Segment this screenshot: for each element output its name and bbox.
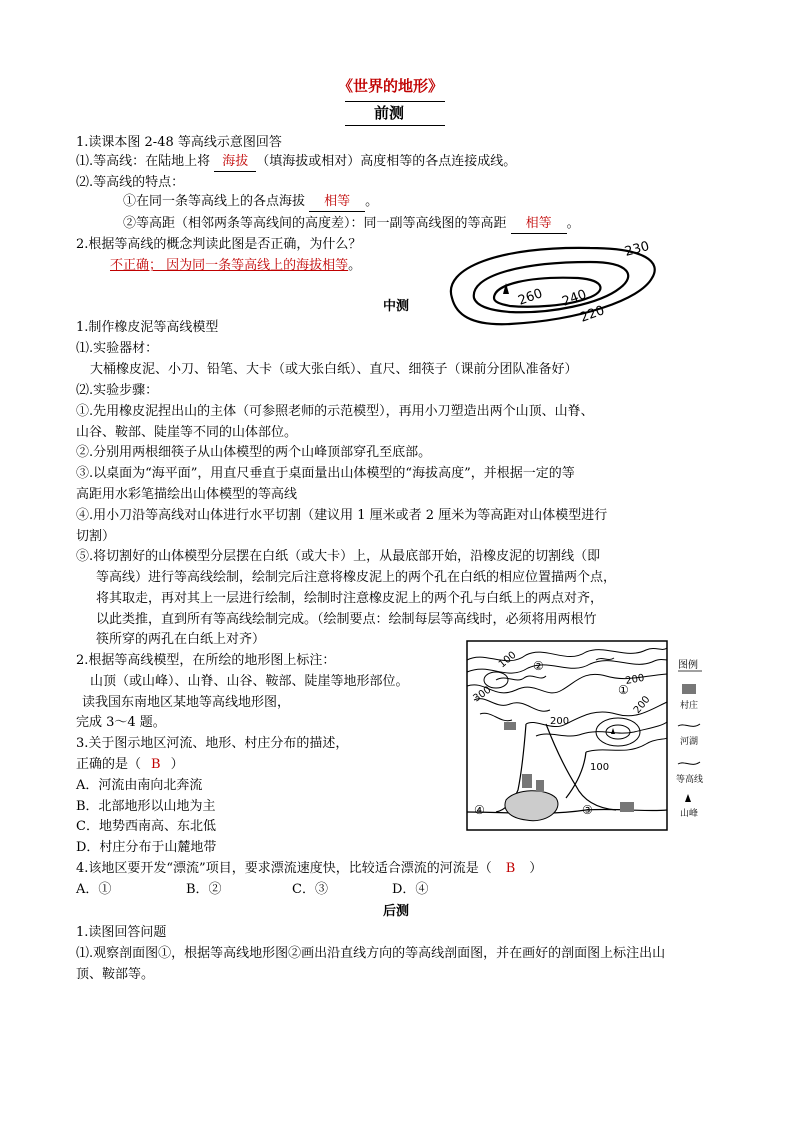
mid-step3b: 高距用水彩笔描绘出山体模型的等高线 xyxy=(76,487,298,502)
answer-blank: 相等 xyxy=(309,193,365,212)
map-label: ④ xyxy=(474,803,485,817)
answer-mark: B xyxy=(505,861,516,876)
title-underline xyxy=(345,101,445,102)
q4-option-a: A．① xyxy=(76,882,112,897)
contour-label: 220 xyxy=(578,303,607,326)
village-icon xyxy=(620,802,634,812)
legend-contour-icon xyxy=(678,762,700,764)
pre-q1: 1.读课本图 2-48 等高线示意图回答 xyxy=(76,135,282,150)
answer-blank: 海拔 xyxy=(214,153,256,172)
mid-q2: 2.根据等高线模型，在所绘的地形图上标注： xyxy=(76,653,336,668)
contour-diagram xyxy=(440,238,670,334)
map-label: ① xyxy=(618,683,629,697)
option-b: B．北部地形以山地为主 xyxy=(76,799,216,814)
section-post-heading: 后测 xyxy=(383,904,410,919)
map-label: ② xyxy=(533,659,544,673)
legend-village-icon xyxy=(682,684,696,694)
legend-village: 村庄 xyxy=(680,701,699,711)
contour-label: 240 xyxy=(560,287,589,310)
mid-step4b: 切割） xyxy=(76,529,116,544)
section-mid-heading: 中测 xyxy=(383,299,410,314)
pre-q1-2a: ①在同一条等高线上的各点海拔 相等 。 xyxy=(123,193,378,212)
mid-step3a: ③.以桌面为“海平面”，用直尺垂直于桌面量出山体模型的“海拔高度”，并根据一定的等 xyxy=(76,466,575,481)
post-q1: 1.读图回答问题 xyxy=(76,925,167,940)
contour-label: 260 xyxy=(516,286,545,309)
section-underline xyxy=(345,125,445,126)
answer-blank: 相等 xyxy=(511,215,567,234)
option-c: C．地势西南高、东北低 xyxy=(76,819,216,834)
option-a: A．河流由南向北奔流 xyxy=(76,778,203,793)
mid-step5d: 以此类推，直到所有等高线绘制完成。（绘制要点：绘制每层等高线时，必须将用两根竹 xyxy=(96,612,597,627)
map-label: 100 xyxy=(590,762,610,773)
mid-step5a: ⑤.将切割好的山体模型分层摆在白纸（或大卡）上，从最底部开始，沿橡皮泥的切割线（即 xyxy=(76,549,601,564)
mid-step1a: ①.先用橡皮泥捏出山的主体（可参照老师的示范模型），再用小刀塑造出两个山顶、山脊、 xyxy=(76,404,594,419)
village-icon xyxy=(522,774,532,788)
answer-mark: B xyxy=(151,757,161,772)
map-label: 200 xyxy=(631,694,653,716)
q4-option-d: D．④ xyxy=(392,882,429,897)
option-d: D．村庄分布于山麓地带 xyxy=(76,840,217,855)
pre-q1-1: ⑴.等高线：在陆地上将 海拔 （填海拔或相对）高度相等的各点连接成线。 xyxy=(76,153,516,172)
village-icon xyxy=(504,722,516,730)
map-label: 200 xyxy=(550,716,570,727)
post-q1-1a: ⑴.观察剖面图①，根据等高线地形图②画出沿直线方向的等高线剖面图，并在画好的剖面图上标注出山 xyxy=(76,946,666,961)
legend-title: 图例 xyxy=(678,660,698,671)
section-pre-heading: 前测 xyxy=(374,104,405,122)
mid-q2-text: 山顶（或山峰）、山脊、山谷、鞍部、陡崖等地形部位。 xyxy=(90,674,409,689)
mid-m2: ⑵.实验步骤： xyxy=(76,383,159,398)
mid-step5b: 等高线）进行等高线绘制，绘制完后注意将橡皮泥上的两个孔在白纸的相应位置描两个点， xyxy=(96,570,617,585)
page-title: 《世界的地形》 xyxy=(338,77,444,95)
legend-peak-icon xyxy=(685,794,691,802)
mid-q3-stem: 正确的是（ B ） xyxy=(76,757,184,772)
legend-peak: 山峰 xyxy=(680,809,699,819)
mid-step4a: ④.用小刀沿等高线对山体进行水平切割（建议用 1 厘米或者 2 厘米为等高距对山体模型进行 xyxy=(76,508,608,523)
mid-m1-text: 大桶橡皮泥、小刀、铅笔、大卡（或大张白纸）、直尺、细筷子（课前分团队准备好） xyxy=(90,362,578,377)
mid-step2: ②.分别用两根细筷子从山体模型的两个山峰顶部穿孔至底部。 xyxy=(76,445,432,460)
mid-q4: 4.该地区要开发“漂流”项目，要求漂流速度快，比较适合漂流的河流是（ B ） xyxy=(76,861,543,876)
q4-option-b: B．② xyxy=(186,882,222,897)
mid-step5e: 筷所穿的两孔在白纸上对齐） xyxy=(96,632,266,647)
mid-q1: 1.制作橡皮泥等高线模型 xyxy=(76,320,219,335)
mid-step5c: 将其取走，再对其上一层进行绘制，绘制时注意橡皮泥上的两个孔与白纸上的两点对齐， xyxy=(96,591,604,606)
map-label: 300 xyxy=(471,684,494,705)
pre-q1-2b: ②等高距（相邻两条等高线间的高度差）：同一副等高线图的等高距 相等 。 xyxy=(123,215,580,234)
mid-read: 读我国东南地区某地等高线地形图， xyxy=(82,695,291,710)
post-q1-1b: 顶、鞍部等。 xyxy=(76,967,155,982)
q4-option-c: C．③ xyxy=(292,882,328,897)
mid-m1: ⑴.实验器材： xyxy=(76,341,159,356)
map-label: ③ xyxy=(582,803,593,817)
legend-lake-icon xyxy=(678,724,700,726)
pre-q2-answer: 不正确； 因为同一条等高线上的海拔相等。 xyxy=(110,258,362,273)
mid-read2: 完成 3～4 题。 xyxy=(76,715,166,730)
legend-contour: 等高线 xyxy=(676,775,704,785)
contour-label: 230 xyxy=(623,238,652,260)
pre-q1-2: ⑵.等高线的特点： xyxy=(76,175,185,190)
topographic-map xyxy=(466,640,714,834)
pre-q2: 2.根据等高线的概念判读此图是否正确，为什么？ xyxy=(76,237,362,252)
map-label: 100 xyxy=(496,649,519,671)
legend-lake: 河湖 xyxy=(680,737,699,747)
mid-step1b: 山谷、鞍部、陡崖等不同的山体部位。 xyxy=(76,425,298,440)
village-icon xyxy=(536,780,544,792)
map-label: 200 xyxy=(624,672,646,687)
mid-q3: 3.关于图示地区河流、地形、村庄分布的描述， xyxy=(76,736,349,751)
